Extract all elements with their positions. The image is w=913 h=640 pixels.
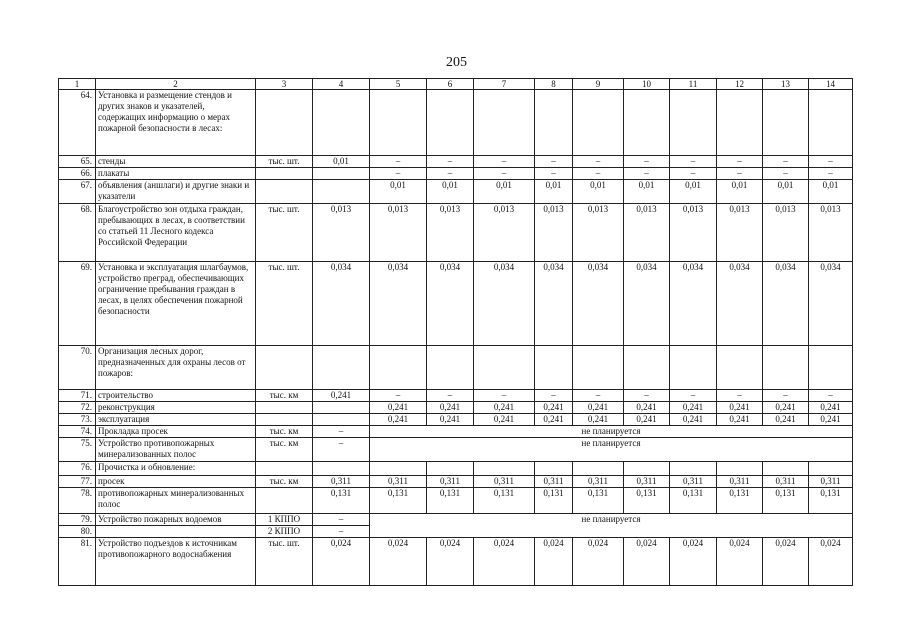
total-value: 0,01 (313, 156, 370, 168)
year-value: 0,034 (624, 262, 670, 346)
table-row (59, 180, 853, 204)
year-value (670, 346, 717, 390)
year-value: 0,01 (624, 180, 670, 204)
column-header: 3 (256, 79, 313, 90)
column-header: 5 (370, 79, 427, 90)
unit-cell: 2 КППО (256, 526, 313, 538)
year-value (573, 90, 624, 156)
year-value: – (763, 168, 809, 180)
year-value: – (624, 156, 670, 168)
table-row (59, 156, 853, 168)
year-value: 0,024 (427, 538, 474, 586)
row-number: 71. (59, 390, 96, 402)
unit-cell: тыс. км (256, 426, 313, 438)
year-value: 0,241 (474, 402, 535, 414)
span-note: не планируется (370, 438, 853, 462)
row-number: 70. (59, 346, 96, 390)
unit-cell (256, 346, 313, 390)
year-value: 0,01 (370, 180, 427, 204)
year-value: – (573, 390, 624, 402)
column-header: 7 (474, 79, 535, 90)
year-value (717, 346, 763, 390)
year-value: – (427, 156, 474, 168)
column-header: 6 (427, 79, 474, 90)
total-value: 0,024 (313, 538, 370, 586)
measure-name: Прочистка и обновление: (96, 462, 256, 476)
measure-name: противопожарных минерализованных полос (96, 488, 256, 514)
year-value: 0,311 (535, 476, 573, 488)
year-value: 0,034 (809, 262, 853, 346)
year-value: 0,241 (763, 402, 809, 414)
row-number: 72. (59, 402, 96, 414)
forest-fire-measures-table (58, 78, 853, 586)
year-value: 0,131 (370, 488, 427, 514)
unit-cell: тыс. км (256, 438, 313, 462)
year-value: 0,311 (763, 476, 809, 488)
row-number: 77. (59, 476, 96, 488)
year-value: 0,241 (717, 402, 763, 414)
total-value: – (313, 514, 370, 526)
year-value: – (474, 156, 535, 168)
unit-cell (256, 90, 313, 156)
table-row (59, 390, 853, 402)
column-header: 1 (59, 79, 96, 90)
year-value: 0,241 (427, 402, 474, 414)
year-value: 0,241 (370, 402, 427, 414)
year-value: 0,034 (474, 262, 535, 346)
year-value (370, 90, 427, 156)
year-value: – (809, 390, 853, 402)
year-value: 0,241 (573, 414, 624, 426)
column-header: 9 (573, 79, 624, 90)
year-value: – (763, 390, 809, 402)
year-value: 0,131 (670, 488, 717, 514)
row-number: 80. (59, 526, 96, 538)
year-value: – (370, 168, 427, 180)
table-row (59, 538, 853, 586)
unit-cell: тыс. шт. (256, 262, 313, 346)
year-value: 0,311 (474, 476, 535, 488)
year-value: – (809, 168, 853, 180)
year-value: 0,034 (427, 262, 474, 346)
total-value: – (313, 426, 370, 438)
column-header: 13 (763, 79, 809, 90)
year-value: 0,131 (624, 488, 670, 514)
row-number: 67. (59, 180, 96, 204)
column-header: 4 (313, 79, 370, 90)
year-value: 0,034 (370, 262, 427, 346)
total-value: 0,013 (313, 204, 370, 262)
year-value: 0,034 (670, 262, 717, 346)
unit-cell: тыс. км (256, 476, 313, 488)
year-value (474, 90, 535, 156)
year-value: – (624, 390, 670, 402)
year-value (427, 346, 474, 390)
year-value: 0,241 (670, 414, 717, 426)
year-value: 0,241 (370, 414, 427, 426)
year-value (624, 462, 670, 476)
measure-name: эксплуатация (96, 414, 256, 426)
year-value (535, 90, 573, 156)
year-value: 0,311 (427, 476, 474, 488)
year-value (573, 462, 624, 476)
year-value: – (763, 156, 809, 168)
total-value: 0,311 (313, 476, 370, 488)
column-header: 8 (535, 79, 573, 90)
year-value: 0,131 (474, 488, 535, 514)
unit-cell: тыс. шт. (256, 538, 313, 586)
year-value: – (573, 168, 624, 180)
table-row (59, 402, 853, 414)
measure-name: Установка и эксплуатация шлагбаумов, устройство преград, обеспечивающих ограничение пребывания граждан в лесах, в целях обеспечения пожарной безопасности (96, 262, 256, 346)
year-value: 0,241 (809, 414, 853, 426)
unit-cell (256, 168, 313, 180)
unit-cell: тыс. шт. (256, 156, 313, 168)
year-value: 0,241 (670, 402, 717, 414)
year-value: 0,311 (809, 476, 853, 488)
column-header: 11 (670, 79, 717, 90)
year-value: 0,034 (573, 262, 624, 346)
measure-name: Устройство противопожарных минерализованных полос (96, 438, 256, 462)
year-value: 0,034 (763, 262, 809, 346)
year-value: 0,013 (573, 204, 624, 262)
year-value: 0,034 (535, 262, 573, 346)
year-value: 0,013 (717, 204, 763, 262)
row-number: 65. (59, 156, 96, 168)
year-value: 0,01 (670, 180, 717, 204)
total-value (313, 346, 370, 390)
year-value: – (535, 168, 573, 180)
year-value: 0,024 (535, 538, 573, 586)
year-value: 0,311 (624, 476, 670, 488)
year-value: 0,131 (809, 488, 853, 514)
year-value: 0,241 (624, 402, 670, 414)
table-row (59, 414, 853, 426)
year-value: 0,024 (763, 538, 809, 586)
unit-cell: тыс. шт. (256, 204, 313, 262)
year-value (427, 462, 474, 476)
measure-name: реконструкция (96, 402, 256, 414)
year-value: 0,131 (535, 488, 573, 514)
total-value: 0,241 (313, 390, 370, 402)
total-value (313, 402, 370, 414)
year-value: 0,131 (717, 488, 763, 514)
year-value (670, 90, 717, 156)
year-value (427, 90, 474, 156)
unit-cell (256, 488, 313, 514)
measure-name: просек (96, 476, 256, 488)
total-value (313, 90, 370, 156)
measure-name: Организация лесных дорог, предназначенных для охраны лесов от пожаров: (96, 346, 256, 390)
total-value (313, 168, 370, 180)
year-value: 0,241 (535, 402, 573, 414)
year-value: – (670, 168, 717, 180)
year-value: 0,241 (624, 414, 670, 426)
span-note: не планируется (370, 514, 853, 538)
year-value: 0,013 (370, 204, 427, 262)
year-value: 0,241 (763, 414, 809, 426)
header-row (59, 79, 853, 90)
column-header: 12 (717, 79, 763, 90)
year-value (624, 90, 670, 156)
year-value: 0,013 (535, 204, 573, 262)
table-row (59, 438, 853, 462)
total-value: 0,131 (313, 488, 370, 514)
year-value: 0,024 (573, 538, 624, 586)
year-value (809, 462, 853, 476)
year-value: 0,241 (717, 414, 763, 426)
measure-name (96, 526, 256, 538)
year-value: 0,013 (474, 204, 535, 262)
year-value: – (670, 156, 717, 168)
year-value: – (535, 156, 573, 168)
year-value (370, 462, 427, 476)
table-row (59, 90, 853, 156)
year-value: – (717, 156, 763, 168)
year-value: 0,01 (809, 180, 853, 204)
row-number: 66. (59, 168, 96, 180)
year-value (573, 346, 624, 390)
year-value: 0,013 (427, 204, 474, 262)
year-value: – (535, 390, 573, 402)
year-value (809, 346, 853, 390)
year-value: 0,241 (573, 402, 624, 414)
year-value: 0,013 (624, 204, 670, 262)
year-value: 0,013 (809, 204, 853, 262)
table-row (59, 346, 853, 390)
year-value: 0,024 (474, 538, 535, 586)
year-value: 0,311 (670, 476, 717, 488)
row-number: 74. (59, 426, 96, 438)
year-value: – (809, 156, 853, 168)
year-value: 0,034 (717, 262, 763, 346)
year-value: 0,024 (670, 538, 717, 586)
total-value: – (313, 438, 370, 462)
year-value: 0,01 (717, 180, 763, 204)
year-value: – (624, 168, 670, 180)
year-value: – (427, 390, 474, 402)
measure-name: Прокладка просек (96, 426, 256, 438)
year-value: 0,013 (763, 204, 809, 262)
year-value: 0,024 (370, 538, 427, 586)
year-value: 0,131 (427, 488, 474, 514)
year-value (535, 346, 573, 390)
total-value: – (313, 526, 370, 538)
year-value: 0,013 (670, 204, 717, 262)
total-value (313, 180, 370, 204)
column-header: 2 (96, 79, 256, 90)
year-value: 0,024 (624, 538, 670, 586)
year-value (717, 90, 763, 156)
table-row (59, 168, 853, 180)
year-value (670, 462, 717, 476)
row-number: 78. (59, 488, 96, 514)
year-value (474, 462, 535, 476)
unit-cell: 1 КППО (256, 514, 313, 526)
row-number: 76. (59, 462, 96, 476)
year-value: – (370, 390, 427, 402)
year-value: 0,241 (474, 414, 535, 426)
year-value: 0,024 (809, 538, 853, 586)
total-value: 0,034 (313, 262, 370, 346)
row-number: 64. (59, 90, 96, 156)
measure-name: Устройство подъездов к источникам противопожарного водоснабжения (96, 538, 256, 586)
year-value: 0,01 (474, 180, 535, 204)
table-row (59, 462, 853, 476)
row-number: 79. (59, 514, 96, 526)
year-value: 0,241 (809, 402, 853, 414)
table-row (59, 262, 853, 346)
year-value: 0,131 (763, 488, 809, 514)
year-value (717, 462, 763, 476)
measure-name: Устройство пожарных водоемов (96, 514, 256, 526)
year-value: 0,241 (535, 414, 573, 426)
year-value: 0,01 (535, 180, 573, 204)
row-number: 69. (59, 262, 96, 346)
total-value (313, 462, 370, 476)
year-value (370, 346, 427, 390)
year-value: 0,311 (370, 476, 427, 488)
table-row (59, 488, 853, 514)
year-value (624, 346, 670, 390)
span-note: не планируется (370, 426, 853, 438)
year-value: – (717, 390, 763, 402)
unit-cell (256, 462, 313, 476)
unit-cell (256, 402, 313, 414)
measure-name: стенды (96, 156, 256, 168)
row-number: 81. (59, 538, 96, 586)
column-header: 10 (624, 79, 670, 90)
year-value: 0,131 (573, 488, 624, 514)
year-value: – (573, 156, 624, 168)
year-value (763, 90, 809, 156)
total-value (313, 414, 370, 426)
year-value: 0,311 (717, 476, 763, 488)
column-header: 14 (809, 79, 853, 90)
table-row (59, 204, 853, 262)
year-value: – (670, 390, 717, 402)
page-number: 205 (446, 55, 467, 70)
measure-name: объявления (аншлаги) и другие знаки и указатели (96, 180, 256, 204)
measure-name: плакаты (96, 168, 256, 180)
row-number: 75. (59, 438, 96, 462)
measure-name: строительство (96, 390, 256, 402)
row-number: 68. (59, 204, 96, 262)
year-value: 0,01 (427, 180, 474, 204)
year-value: 0,01 (573, 180, 624, 204)
year-value: 0,241 (427, 414, 474, 426)
year-value (763, 346, 809, 390)
year-value: – (474, 390, 535, 402)
measure-name: Благоустройство зон отдыха граждан, пребывающих в лесах, в соответствии со статьей 11 Лесного кодекса Российской Федерации (96, 204, 256, 262)
year-value: 0,311 (573, 476, 624, 488)
year-value (763, 462, 809, 476)
table-row (59, 426, 853, 438)
year-value: – (474, 168, 535, 180)
year-value (809, 90, 853, 156)
row-number: 73. (59, 414, 96, 426)
year-value: – (370, 156, 427, 168)
year-value: 0,024 (717, 538, 763, 586)
year-value: 0,01 (763, 180, 809, 204)
unit-cell (256, 414, 313, 426)
table-row (59, 514, 853, 526)
measure-name: Установка и размещение стендов и других знаков и указателей, содержащих информацию о мерах пожарной безопасности в лесах: (96, 90, 256, 156)
table-row (59, 476, 853, 488)
unit-cell: тыс. км (256, 390, 313, 402)
year-value: – (427, 168, 474, 180)
year-value: – (717, 168, 763, 180)
year-value (535, 462, 573, 476)
year-value (474, 346, 535, 390)
unit-cell (256, 180, 313, 204)
